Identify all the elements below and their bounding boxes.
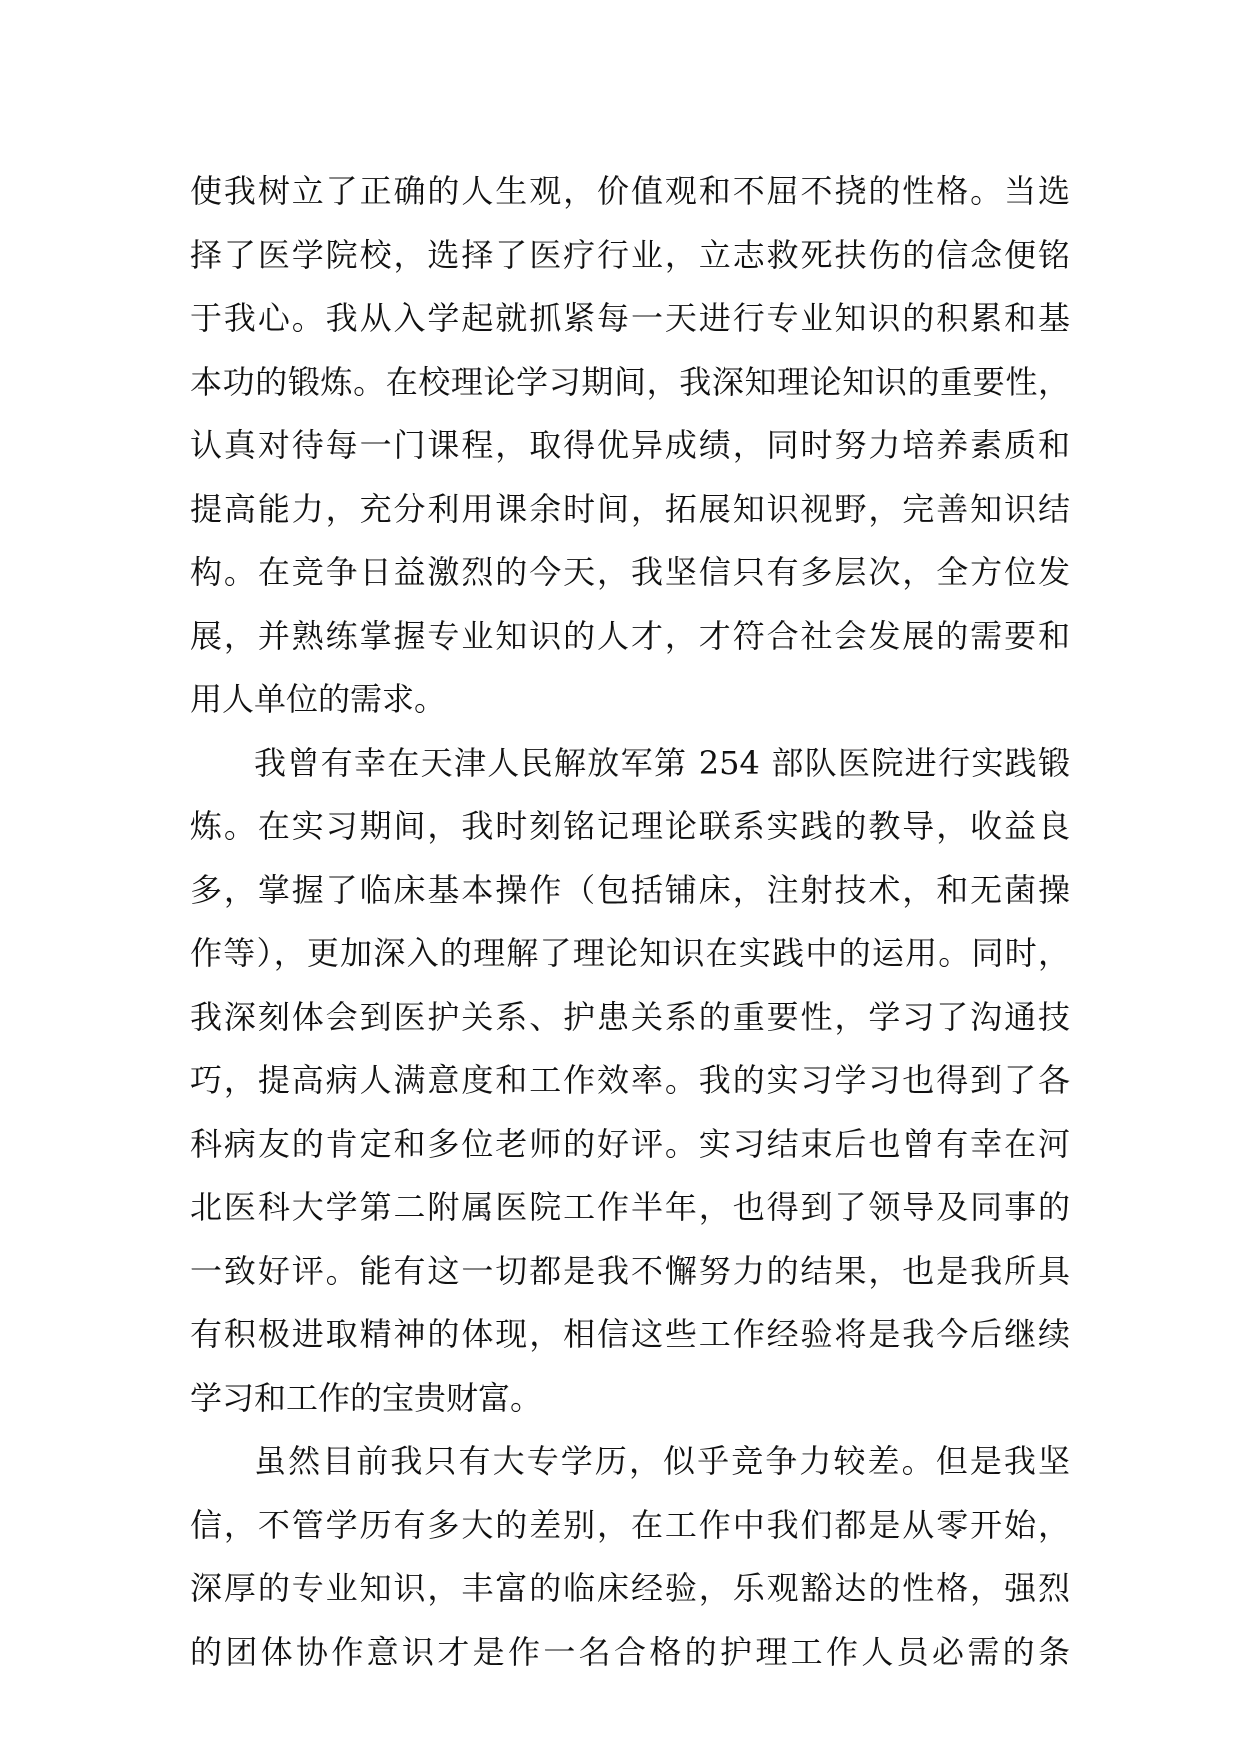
- text-line: 我深刻体会到医护关系、护患关系的重要性，学习了沟通技: [190, 997, 1070, 1036]
- text-line: 用人单位的需求。: [190, 680, 447, 718]
- body-text: [190, 160, 1070, 1684]
- text-line: 有积极进取精神的体现，相信这些工作经验将是我今后继续: [190, 1315, 1070, 1353]
- text-line: 构。在竞争日益激烈的今天，我坚信只有多层次，全方位发: [190, 553, 1070, 591]
- text-line: 我曾有幸在天津人民解放军第 254 部队医院进行实践锻: [254, 743, 1070, 782]
- text-line: 科病友的肯定和多位老师的好评。实习结束后也曾有幸在河: [190, 1124, 1070, 1163]
- text-line: 学习和工作的宝贵财富。: [190, 1378, 543, 1417]
- text-line: 虽然目前我只有大专学历，似乎竞争力较差。但是我坚: [254, 1442, 1070, 1480]
- text-line: 北医科大学第二附属医院工作半年，也得到了领导及同事的: [190, 1188, 1070, 1226]
- text-line: 提高能力，充分利用课余时间，拓展知识视野，完善知识结: [190, 489, 1070, 528]
- text-line: 择了医学院校，选择了医疗行业，立志救死扶伤的信念便铭: [190, 235, 1070, 274]
- text-line: 使我树立了正确的人生观，价值观和不屈不挠的性格。当选: [190, 172, 1070, 210]
- text-line: 一致好评。能有这一切都是我不懈努力的结果，也是我所具: [190, 1251, 1070, 1290]
- text-line: 深厚的专业知识，丰富的临床经验，乐观豁达的性格，强烈: [190, 1569, 1070, 1607]
- text-line: 本功的锻炼。在校理论学习期间，我深知理论知识的重要性，: [190, 362, 1070, 401]
- text-line: 认真对待每一门课程，取得优异成绩，同时努力培养素质和: [190, 426, 1070, 464]
- text-line: 作等），更加深入的理解了理论知识在实践中的运用。同时，: [190, 934, 1070, 972]
- text-line: 信，不管学历有多大的差别，在工作中我们都是从零开始，: [190, 1505, 1070, 1544]
- text-line: 巧，提高病人满意度和工作效率。我的实习学习也得到了各: [190, 1061, 1070, 1099]
- text-line: 的团体协作意识才是作一名合格的护理工作人员必需的条: [190, 1632, 1070, 1671]
- text-line: 展，并熟练掌握专业知识的人才，才符合社会发展的需要和: [190, 616, 1070, 655]
- text-line: 多，掌握了临床基本操作（包括铺床，注射技术，和无菌操: [190, 870, 1070, 909]
- text-line: 于我心。我从入学起就抓紧每一天进行专业知识的积累和基: [190, 299, 1070, 337]
- text-line: 炼。在实习期间，我时刻铭记理论联系实践的教导，收益良: [190, 807, 1070, 845]
